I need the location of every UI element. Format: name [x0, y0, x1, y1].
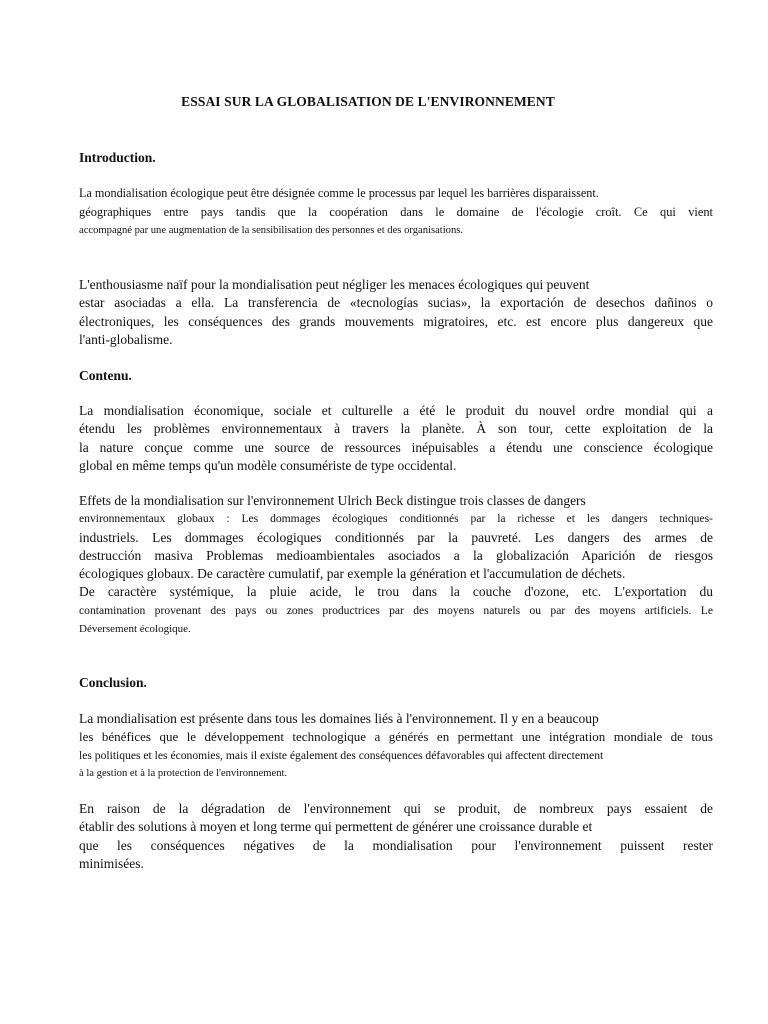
text-line: L'enthousiasme naïf pour la mondialisation peut négliger les menaces écologiques qui peuvent — [79, 277, 590, 292]
text-line: La mondialisation est présente dans tous les domaines liés à l'environnement. Il y en a beaucoup — [79, 711, 599, 726]
text-line: écologiques globaux. De caractère cumulatif, par exemple la génération et l'accumulation de déchets. — [79, 566, 626, 582]
text-line: La mondialisation économique, sociale et culturelle a été le produit du nouvel ordre mondial qui a — [79, 403, 713, 418]
text-line: De caractère systémique, la pluie acide, le trou dans la couche d'ozone, etc. L'exportation du — [79, 584, 713, 600]
text-line: les bénéfices que le développement technologique a générés en permettant une intégration mondiale de tous — [79, 729, 713, 745]
contenu-heading: Contenu. — [79, 368, 132, 383]
introduction-heading: Introduction. — [79, 150, 156, 165]
text-line: contamination provenant des pays ou zones productrices par des moyens naturels ou par des moyens artificiels. Le — [79, 603, 713, 617]
text-line: que les conséquences négatives de la mondialisation pour l'environnement puissent rester — [79, 837, 713, 853]
contenu-paragraph-2 — [79, 492, 713, 638]
text-line: global en même temps qu'un modèle consumériste de type occidental. — [79, 457, 457, 473]
text-line: la nature conçue comme une source de ressources inépuisables a étendu une conscience écologique — [79, 439, 713, 455]
text-line: les politiques et les économies, mais il existe également des conséquences défavorables qui affectent directement — [79, 748, 604, 762]
document-title: ESSAI SUR LA GLOBALISATION DE L'ENVIRONNEMENT — [181, 94, 555, 109]
text-line: minimisées. — [79, 855, 144, 871]
text-line: électroniques, les conséquences des grands mouvements migratoires, etc. est encore plus dangereux que — [79, 313, 713, 329]
text-line: à la gestion et à la protection de l'environnement. — [79, 767, 288, 779]
text-line: La mondialisation écologique peut être désignée comme le processus par lequel les barrières disparaissent. — [79, 186, 599, 200]
conclusion-paragraph-1 — [79, 710, 713, 783]
introduction-paragraph-1 — [79, 184, 713, 240]
conclusion-heading: Conclusion. — [79, 675, 147, 690]
text-line: l'anti-globalisme. — [79, 331, 173, 347]
conclusion-paragraph-2 — [79, 800, 713, 873]
text-line: industriels. Les dommages écologiques conditionnés par la pauvreté. Les dangers des armes de — [79, 529, 713, 545]
text-line: établir des solutions à moyen et long terme qui permettent de générer une croissance durable et — [79, 819, 593, 835]
text-line: étendu les problèmes environnementaux à travers la planète. À son tour, cette exploitation de la — [79, 421, 713, 437]
text-line: estar asociadas a ella. La transferencia de «tecnologías sucias», la exportación de desechos dañinos o — [79, 295, 713, 311]
text-line: destrucción masiva Problemas medioambientales asociados a la globalización Aparición de riesgos — [79, 547, 713, 563]
text-line: accompagné par une augmentation de la sensibilisation des personnes et des organisations. — [79, 225, 464, 236]
text-line: En raison de la dégradation de l'environnement qui se produit, de nombreux pays essaient de — [79, 801, 713, 816]
contenu-paragraph-1 — [79, 402, 713, 475]
text-line: géographiques entre pays tandis que la coopération dans le domaine de l'écologie croît. Ce qui vient — [79, 205, 713, 219]
text-line: Déversement écologique. — [79, 623, 191, 636]
text-line: environnementaux globaux : Les dommages écologiques conditionnés par la richesse et les dangers techniques- — [79, 512, 713, 526]
introduction-paragraph-2 — [79, 276, 713, 349]
text-line: Effets de la mondialisation sur l'environnement Ulrich Beck distingue trois classes de dangers — [79, 493, 586, 508]
